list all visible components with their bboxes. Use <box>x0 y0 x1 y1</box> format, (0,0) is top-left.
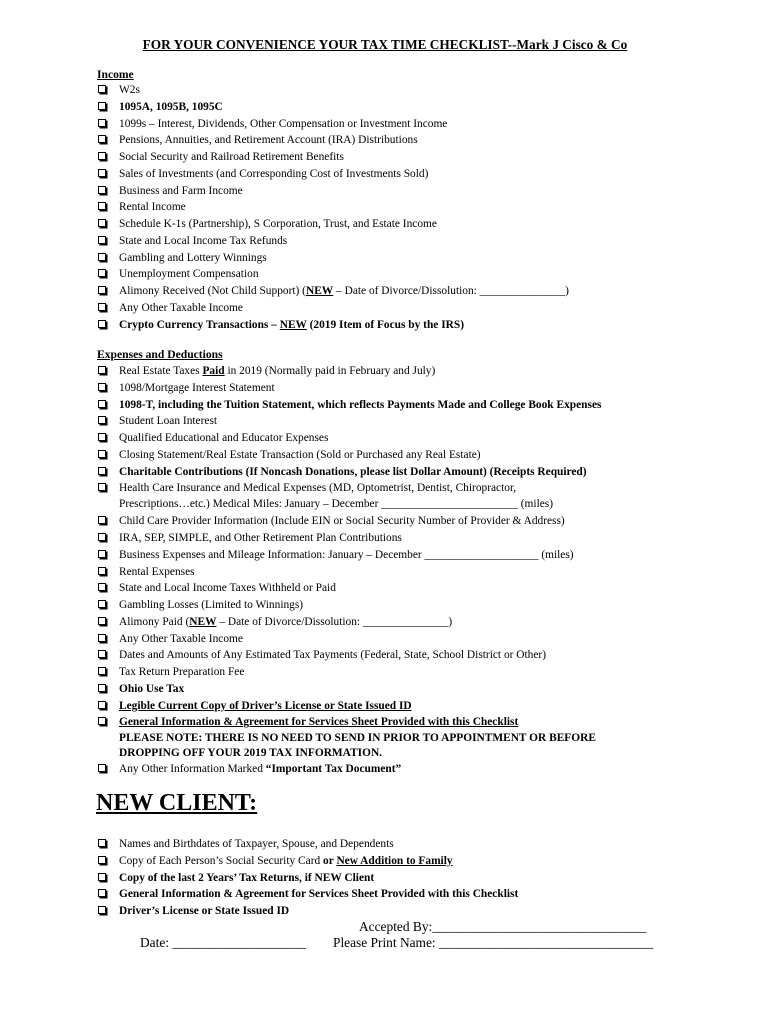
checkbox-icon[interactable] <box>98 366 106 374</box>
list-item[interactable]: Any Other Information Marked “Important Tax Document” <box>97 761 697 778</box>
checkbox-icon[interactable] <box>98 400 106 408</box>
list-item[interactable]: Gambling and Lottery Winnings <box>97 250 697 267</box>
checkbox-icon[interactable] <box>98 583 106 591</box>
list-item[interactable]: Any Other Taxable Income <box>97 300 697 317</box>
checkbox-icon[interactable] <box>98 269 106 277</box>
list-item[interactable]: IRA, SEP, SIMPLE, and Other Retirement Plan Contributions <box>97 530 697 547</box>
list-item[interactable]: Dates and Amounts of Any Estimated Tax Payments (Federal, State, School District or Other) <box>97 647 697 664</box>
list-item[interactable]: Crypto Currency Transactions – NEW (2019 Item of Focus by the IRS) <box>97 317 697 334</box>
checkbox-icon[interactable] <box>98 219 106 227</box>
checkbox-icon[interactable] <box>98 889 106 897</box>
checkbox-icon[interactable] <box>98 102 106 110</box>
list-item[interactable]: Driver’s License or State Issued ID <box>97 903 697 920</box>
income-list <box>97 82 697 333</box>
list-item[interactable]: Any Other Taxable Income <box>97 631 697 648</box>
list-item[interactable]: Ohio Use Tax <box>97 681 697 698</box>
list-item[interactable]: Social Security and Railroad Retirement Benefits <box>97 149 697 166</box>
list-item[interactable]: Student Loan Interest <box>97 413 697 430</box>
checkbox-icon[interactable] <box>98 202 106 210</box>
checkbox-icon[interactable] <box>98 433 106 441</box>
checkbox-icon[interactable] <box>98 873 106 881</box>
checkbox-icon[interactable] <box>98 450 106 458</box>
list-item[interactable]: Rental Income <box>97 199 697 216</box>
checkbox-icon[interactable] <box>98 684 106 692</box>
list-item[interactable]: Alimony Received (Not Child Support) (NEW – Date of Divorce/Dissolution: _______________) <box>97 283 697 300</box>
checkbox-icon[interactable] <box>98 667 106 675</box>
checkbox-icon[interactable] <box>98 135 106 143</box>
checkbox-icon[interactable] <box>98 303 106 311</box>
new-client-list <box>97 836 697 920</box>
list-item[interactable]: 1099s – Interest, Dividends, Other Compensation or Investment Income <box>97 116 697 133</box>
list-item[interactable]: Business and Farm Income <box>97 183 697 200</box>
checkbox-icon[interactable] <box>98 617 106 625</box>
expenses-heading: Expenses and Deductions <box>97 348 223 361</box>
checkbox-icon[interactable] <box>98 764 106 772</box>
checkbox-icon[interactable] <box>98 416 106 424</box>
accepted-by-field[interactable]: Accepted By:________________________________ <box>359 919 647 934</box>
list-item[interactable]: 1098-T, including the Tuition Statement, which reflects Payments Made and College Book Expenses <box>97 397 697 414</box>
list-item[interactable]: Copy of the last 2 Years’ Tax Returns, if NEW Client <box>97 870 697 887</box>
new-client-heading: NEW CLIENT: <box>96 790 258 816</box>
checkbox-icon[interactable] <box>98 856 106 864</box>
checkbox-icon[interactable] <box>98 467 106 475</box>
checkbox-icon[interactable] <box>98 533 106 541</box>
list-item[interactable]: State and Local Income Taxes Withheld or Paid <box>97 580 697 597</box>
please-note: PLEASE NOTE: THERE IS NO NEED TO SEND IN PRIOR TO APPOINTMENT OR BEFORE DROPPING OFF YOUR 2019 TAX INFORMATION. <box>119 732 596 760</box>
print-name-field[interactable]: Please Print Name: ________________________________ <box>333 935 654 950</box>
checkbox-icon[interactable] <box>98 383 106 391</box>
page-title: FOR YOUR CONVENIENCE YOUR TAX TIME CHECKLIST--Mark J Cisco & Co <box>142 37 628 52</box>
list-item[interactable]: Tax Return Preparation Fee <box>97 664 697 681</box>
list-item[interactable]: W2s <box>97 82 697 99</box>
date-field[interactable]: Date: ____________________ <box>140 935 307 950</box>
checkbox-icon[interactable] <box>98 483 106 491</box>
list-item[interactable]: Qualified Educational and Educator Expenses <box>97 430 697 447</box>
checkbox-icon[interactable] <box>98 152 106 160</box>
checkbox-icon[interactable] <box>98 906 106 914</box>
checkbox-icon[interactable] <box>98 701 106 709</box>
income-heading: Income <box>97 68 134 81</box>
list-item[interactable]: 1098/Mortgage Interest Statement <box>97 380 697 397</box>
list-item[interactable]: Names and Birthdates of Taxpayer, Spouse, and Dependents <box>97 836 697 853</box>
list-item[interactable]: Sales of Investments (and Corresponding Cost of Investments Sold) <box>97 166 697 183</box>
expenses-list <box>97 363 697 778</box>
list-item[interactable]: Unemployment Compensation <box>97 266 697 283</box>
checkbox-icon[interactable] <box>98 286 106 294</box>
list-item[interactable]: Legible Current Copy of Driver’s License or State Issued ID <box>97 698 697 715</box>
checkbox-icon[interactable] <box>98 600 106 608</box>
list-item[interactable]: General Information & Agreement for Services Sheet Provided with this Checklist <box>97 714 697 731</box>
checkbox-icon[interactable] <box>98 839 106 847</box>
checkbox-icon[interactable] <box>98 169 106 177</box>
checkbox-icon[interactable] <box>98 634 106 642</box>
checkbox-icon[interactable] <box>98 253 106 261</box>
list-item[interactable]: Child Care Provider Information (Include EIN or Social Security Number of Provider & Address) <box>97 513 697 530</box>
checkbox-icon[interactable] <box>98 650 106 658</box>
checkbox-icon[interactable] <box>98 717 106 725</box>
checkbox-icon[interactable] <box>98 186 106 194</box>
checkbox-icon[interactable] <box>98 550 106 558</box>
list-item[interactable]: Real Estate Taxes Paid in 2019 (Normally paid in February and July) <box>97 363 697 380</box>
list-item[interactable]: Rental Expenses <box>97 564 697 581</box>
list-item[interactable]: Closing Statement/Real Estate Transaction (Sold or Purchased any Real Estate) <box>97 447 697 464</box>
list-item[interactable]: Copy of Each Person’s Social Security Card or New Addition to Family <box>97 853 697 870</box>
checkbox-icon[interactable] <box>98 320 106 328</box>
checkbox-icon[interactable] <box>98 516 106 524</box>
checkbox-icon[interactable] <box>98 236 106 244</box>
list-item[interactable]: Charitable Contributions (If Noncash Donations, please list Dollar Amount) (Receipts Required) <box>97 464 697 481</box>
checkbox-icon[interactable] <box>98 119 106 127</box>
checkbox-icon[interactable] <box>98 85 106 93</box>
list-item[interactable]: General Information & Agreement for Services Sheet Provided with this Checklist <box>97 886 697 903</box>
list-item[interactable]: 1095A, 1095B, 1095C <box>97 99 697 116</box>
list-item[interactable]: Gambling Losses (Limited to Winnings) <box>97 597 697 614</box>
list-item[interactable]: Pensions, Annuities, and Retirement Account (IRA) Distributions <box>97 132 697 149</box>
list-item[interactable]: Schedule K-1s (Partnership), S Corporation, Trust, and Estate Income <box>97 216 697 233</box>
list-item[interactable]: Health Care Insurance and Medical Expenses (MD, Optometrist, Dentist, Chiropractor, Prescriptions…etc.) Medical Miles: January – December ________________________ (miles) <box>97 480 697 513</box>
list-item[interactable]: Business Expenses and Mileage Information: January – December ____________________ (miles) <box>97 547 697 564</box>
list-item[interactable]: Alimony Paid (NEW – Date of Divorce/Dissolution: _______________) <box>97 614 697 631</box>
list-item[interactable]: State and Local Income Tax Refunds <box>97 233 697 250</box>
checkbox-icon[interactable] <box>98 567 106 575</box>
